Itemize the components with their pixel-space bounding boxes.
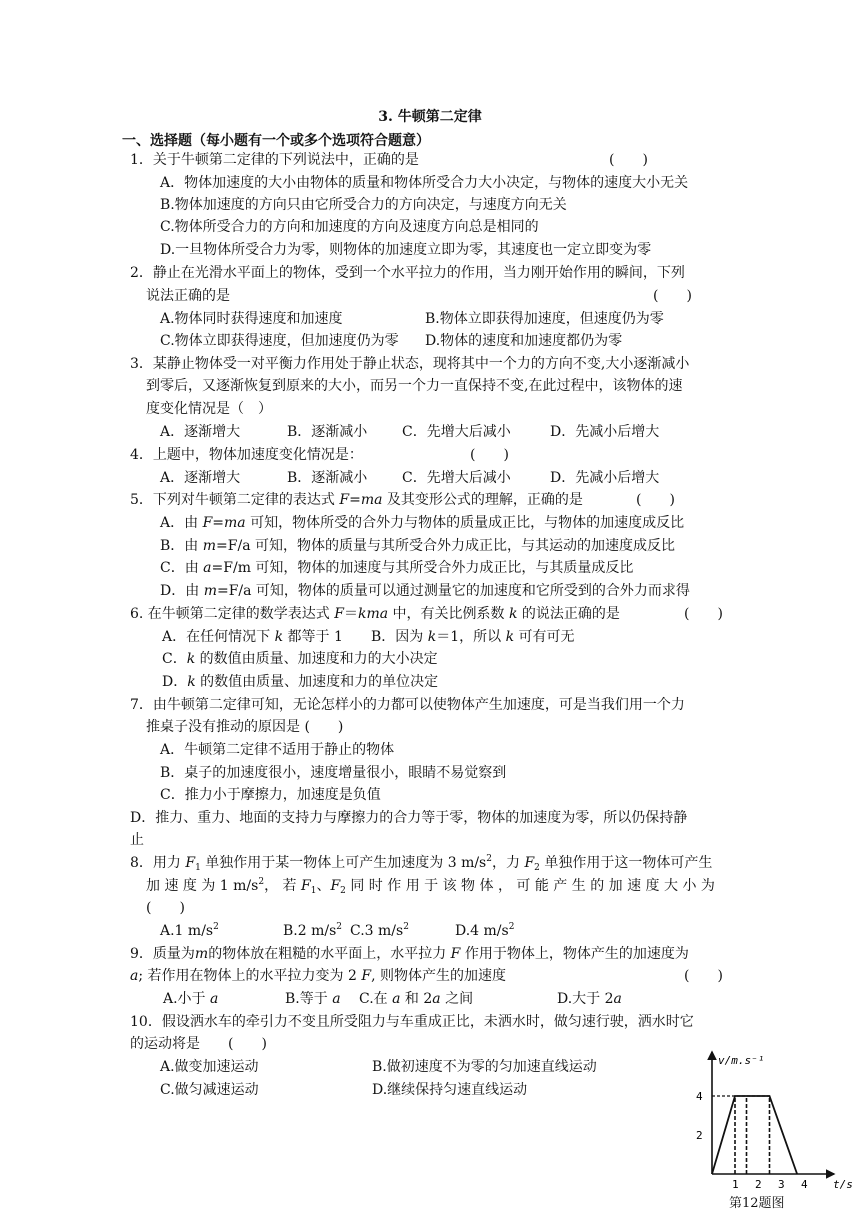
question-3-option-d: D．先减小后增大: [550, 424, 660, 440]
question-9-option-c: C.在 a 和 2a 之间: [359, 991, 474, 1007]
question-6-option-d: D．k 的数值由质量、加速度和力的单位决定: [162, 674, 439, 690]
question-5-answer-blank[interactable]: ( ): [636, 492, 675, 508]
question-3-stem-line-1: 3．某静止物体受一对平衡力作用处于静止状态，现将其中一个力的方向不变,大小逐渐减小: [130, 356, 690, 372]
question-3-stem-line-2: 到零后，又逐渐恢复到原来的大小，而另一个力一直保持不变,在此过程中，该物体的速: [146, 378, 683, 394]
question-4-option-d: D．先减小后增大: [550, 470, 660, 486]
question-2-option-d: D.物体的速度和加速度都仍为零: [425, 333, 623, 349]
question-1-option-a: A．物体加速度的大小由物体的质量和物体所受合力大小决定，与物体的速度大小无关: [160, 175, 689, 191]
question-10-option-b: B.做初速度不为零的匀加速直线运动: [372, 1059, 597, 1075]
question-2-option-c: C.物体立即获得速度，但加速度仍为零: [160, 333, 399, 349]
question-10-option-c: C.做匀减速运动: [160, 1082, 259, 1098]
question-9-option-b: B.等于 a: [285, 991, 341, 1007]
question-1-option-b: B.物体加速度的方向只由它所受合力的方向决定，与速度方向无关: [160, 197, 567, 213]
question-6-answer-blank[interactable]: ( ): [684, 606, 723, 622]
question-6-stem: 6. 在牛顿第二定律的数学表达式 F＝kma 中，有关比例系数 k 的说法正确的是: [130, 606, 620, 622]
question-3-option-a: A．逐渐增大: [160, 424, 241, 440]
question-1-answer-blank[interactable]: ( ): [609, 152, 648, 168]
question-4-option-b: B．逐渐减小: [287, 470, 368, 486]
question-2-answer-blank[interactable]: ( ): [653, 288, 692, 304]
question-2-stem-line-1: 2．静止在光滑水平面上的物体，受到一个水平拉力的作用，当力刚开始作用的瞬间，下列: [130, 265, 685, 281]
velocity-time-chart: [694, 1048, 860, 1216]
question-9-answer-blank[interactable]: ( ): [684, 968, 723, 984]
chart-y-label: v/m.s⁻¹: [718, 1054, 765, 1067]
question-10-stem-line-1: 10．假设洒水车的牵引力不变且所受阻力与车重成正比，未洒水时，做匀速行驶，洒水时它: [130, 1014, 694, 1030]
question-3-option-b: B．逐渐减小: [287, 424, 368, 440]
question-5-option-d: D．由 m=F/a 可知，物体的质量可以通过测量它的加速度和它所受到的合外力而求得: [160, 583, 690, 599]
question-10-option-a: A.做变加速运动: [160, 1059, 259, 1075]
question-1-option-c: C.物体所受合力的方向和加速度的方向及速度方向总是相同的: [160, 219, 539, 235]
question-8-option-c: C.3 $m/s^2$: [350, 922, 409, 939]
question-9-stem-line-1: 9．质量为m的物体放在粗糙的水平面上，水平拉力 F 作用于物体上，物体产生的加速度为: [130, 946, 689, 962]
chart-caption: 第12题图: [729, 1196, 785, 1211]
question-5-stem: 5．下列对牛顿第二定律的表达式 F=ma 及其变形公式的理解，正确的是: [130, 492, 583, 508]
question-4-option-c: C．先增大后减小: [402, 470, 511, 486]
question-8-option-d: D.4 $m/s^2$: [455, 922, 515, 939]
question-6-option-b: B．因为 k＝1，所以 k 可有可无: [371, 629, 575, 645]
question-9-option-d: D.大于 2a: [557, 991, 622, 1007]
question-8-option-b: B.2 $m/s^2$: [283, 922, 343, 939]
question-4-option-a: A．逐渐增大: [160, 470, 241, 486]
question-10-option-d: D.继续保持匀速直线运动: [372, 1082, 528, 1098]
question-5-option-c: C．由 a=F/m 可知，物体的加速度与其所受合外力成正比，与其质量成反比: [160, 560, 634, 576]
question-8-option-a: A.1 $m/s^2$: [160, 922, 219, 939]
question-8-answer-blank[interactable]: ( ): [146, 900, 185, 916]
question-4-stem: 4．上题中，物体加速度变化情况是：: [130, 447, 363, 463]
question-4-answer-blank[interactable]: ( ): [470, 447, 509, 463]
question-7-option-d-line-2: 止: [130, 832, 144, 848]
page-title: 3. 牛顿第二定律: [378, 109, 482, 125]
question-8-stem-line-1: 8．用力 $F_1$ 单独作用于某一物体上可产生加速度为 3 $m/s^2$，力 $F_2$ 单独作用于这一物体可产生: [130, 854, 713, 873]
question-7-option-b: B．桌子的加速度很小，速度增量很小，眼睛不易觉察到: [160, 765, 507, 781]
chart-velocity-line: [712, 1096, 797, 1174]
question-2-stem-line-2: 说法正确的是: [146, 288, 230, 304]
chart-x-tick-label: 1: [732, 1178, 739, 1191]
question-5-option-b: B．由 m=F/a 可知，物体的质量与其所受合外力成正比，与其运动的加速度成反比: [160, 538, 675, 554]
question-5-option-a: A．由 F=ma 可知，物体所受的合外力与物体的质量成正比，与物体的加速度成反比: [160, 515, 685, 531]
question-7-option-d-line-1: D．推力、重力、地面的支持力与摩擦力的合力等于零，物体的加速度为零，所以仍保持静: [130, 810, 688, 826]
chart-x-tick-label: 3: [778, 1178, 785, 1191]
question-3-stem-line-3[interactable]: 度变化情况是（ ）: [146, 401, 272, 417]
question-7-option-a: A．牛顿第二定律不适用于静止的物体: [160, 742, 395, 758]
question-2-option-b: B.物体立即获得加速度，但速度仍为零: [425, 311, 664, 327]
question-10-stem-line-2[interactable]: 的运动将是 ( ): [130, 1036, 267, 1052]
question-7-stem-line-1: 7．由牛顿第二定律可知，无论怎样小的力都可以使物体产生加速度，可是当我们用一个力: [130, 697, 685, 713]
question-1-option-d: D.一旦物体所受合力为零，则物体的加速度立即为零，其速度也一定立即变为零: [160, 242, 652, 258]
question-9-stem-line-2: a; 若作用在物体上的水平拉力变为 2 F, 则物体产生的加速度: [130, 968, 506, 984]
question-7-stem-line-2[interactable]: 推桌子没有推动的原因是 ( ): [146, 719, 344, 735]
question-2-option-a: A.物体同时获得速度和加速度: [160, 311, 343, 327]
chart-x-tick-label: 2: [755, 1178, 762, 1191]
question-1-stem: 1．关于牛顿第二定律的下列说法中，正确的是: [130, 152, 419, 168]
chart-y-tick-label: 2: [696, 1129, 703, 1142]
question-7-option-c: C．推力小于摩擦力，加速度是负值: [160, 787, 381, 803]
chart-x-label: t/s: [833, 1178, 853, 1191]
question-9-option-a: A.小于 a: [163, 991, 219, 1007]
question-6-option-a: A．在任何情况下 k 都等于 1: [162, 629, 343, 645]
section-heading: 一、选择题（每小题有一个或多个选项符合题意）: [122, 133, 430, 149]
question-6-option-c: C．k 的数值由质量、加速度和力的大小决定: [162, 651, 438, 667]
chart-x-tick-label: 4: [801, 1178, 808, 1191]
question-3-option-c: C．先增大后减小: [402, 424, 511, 440]
chart-y-tick-label: 4: [696, 1090, 703, 1103]
question-8-stem-line-2: 加 速 度 为 1 $m/s^2$， 若 $F_1$、$F_2$ 同 时 作 用 于 该 物 体 ， 可 能 产 生 的 加 速 度 大 小 为: [146, 877, 715, 896]
